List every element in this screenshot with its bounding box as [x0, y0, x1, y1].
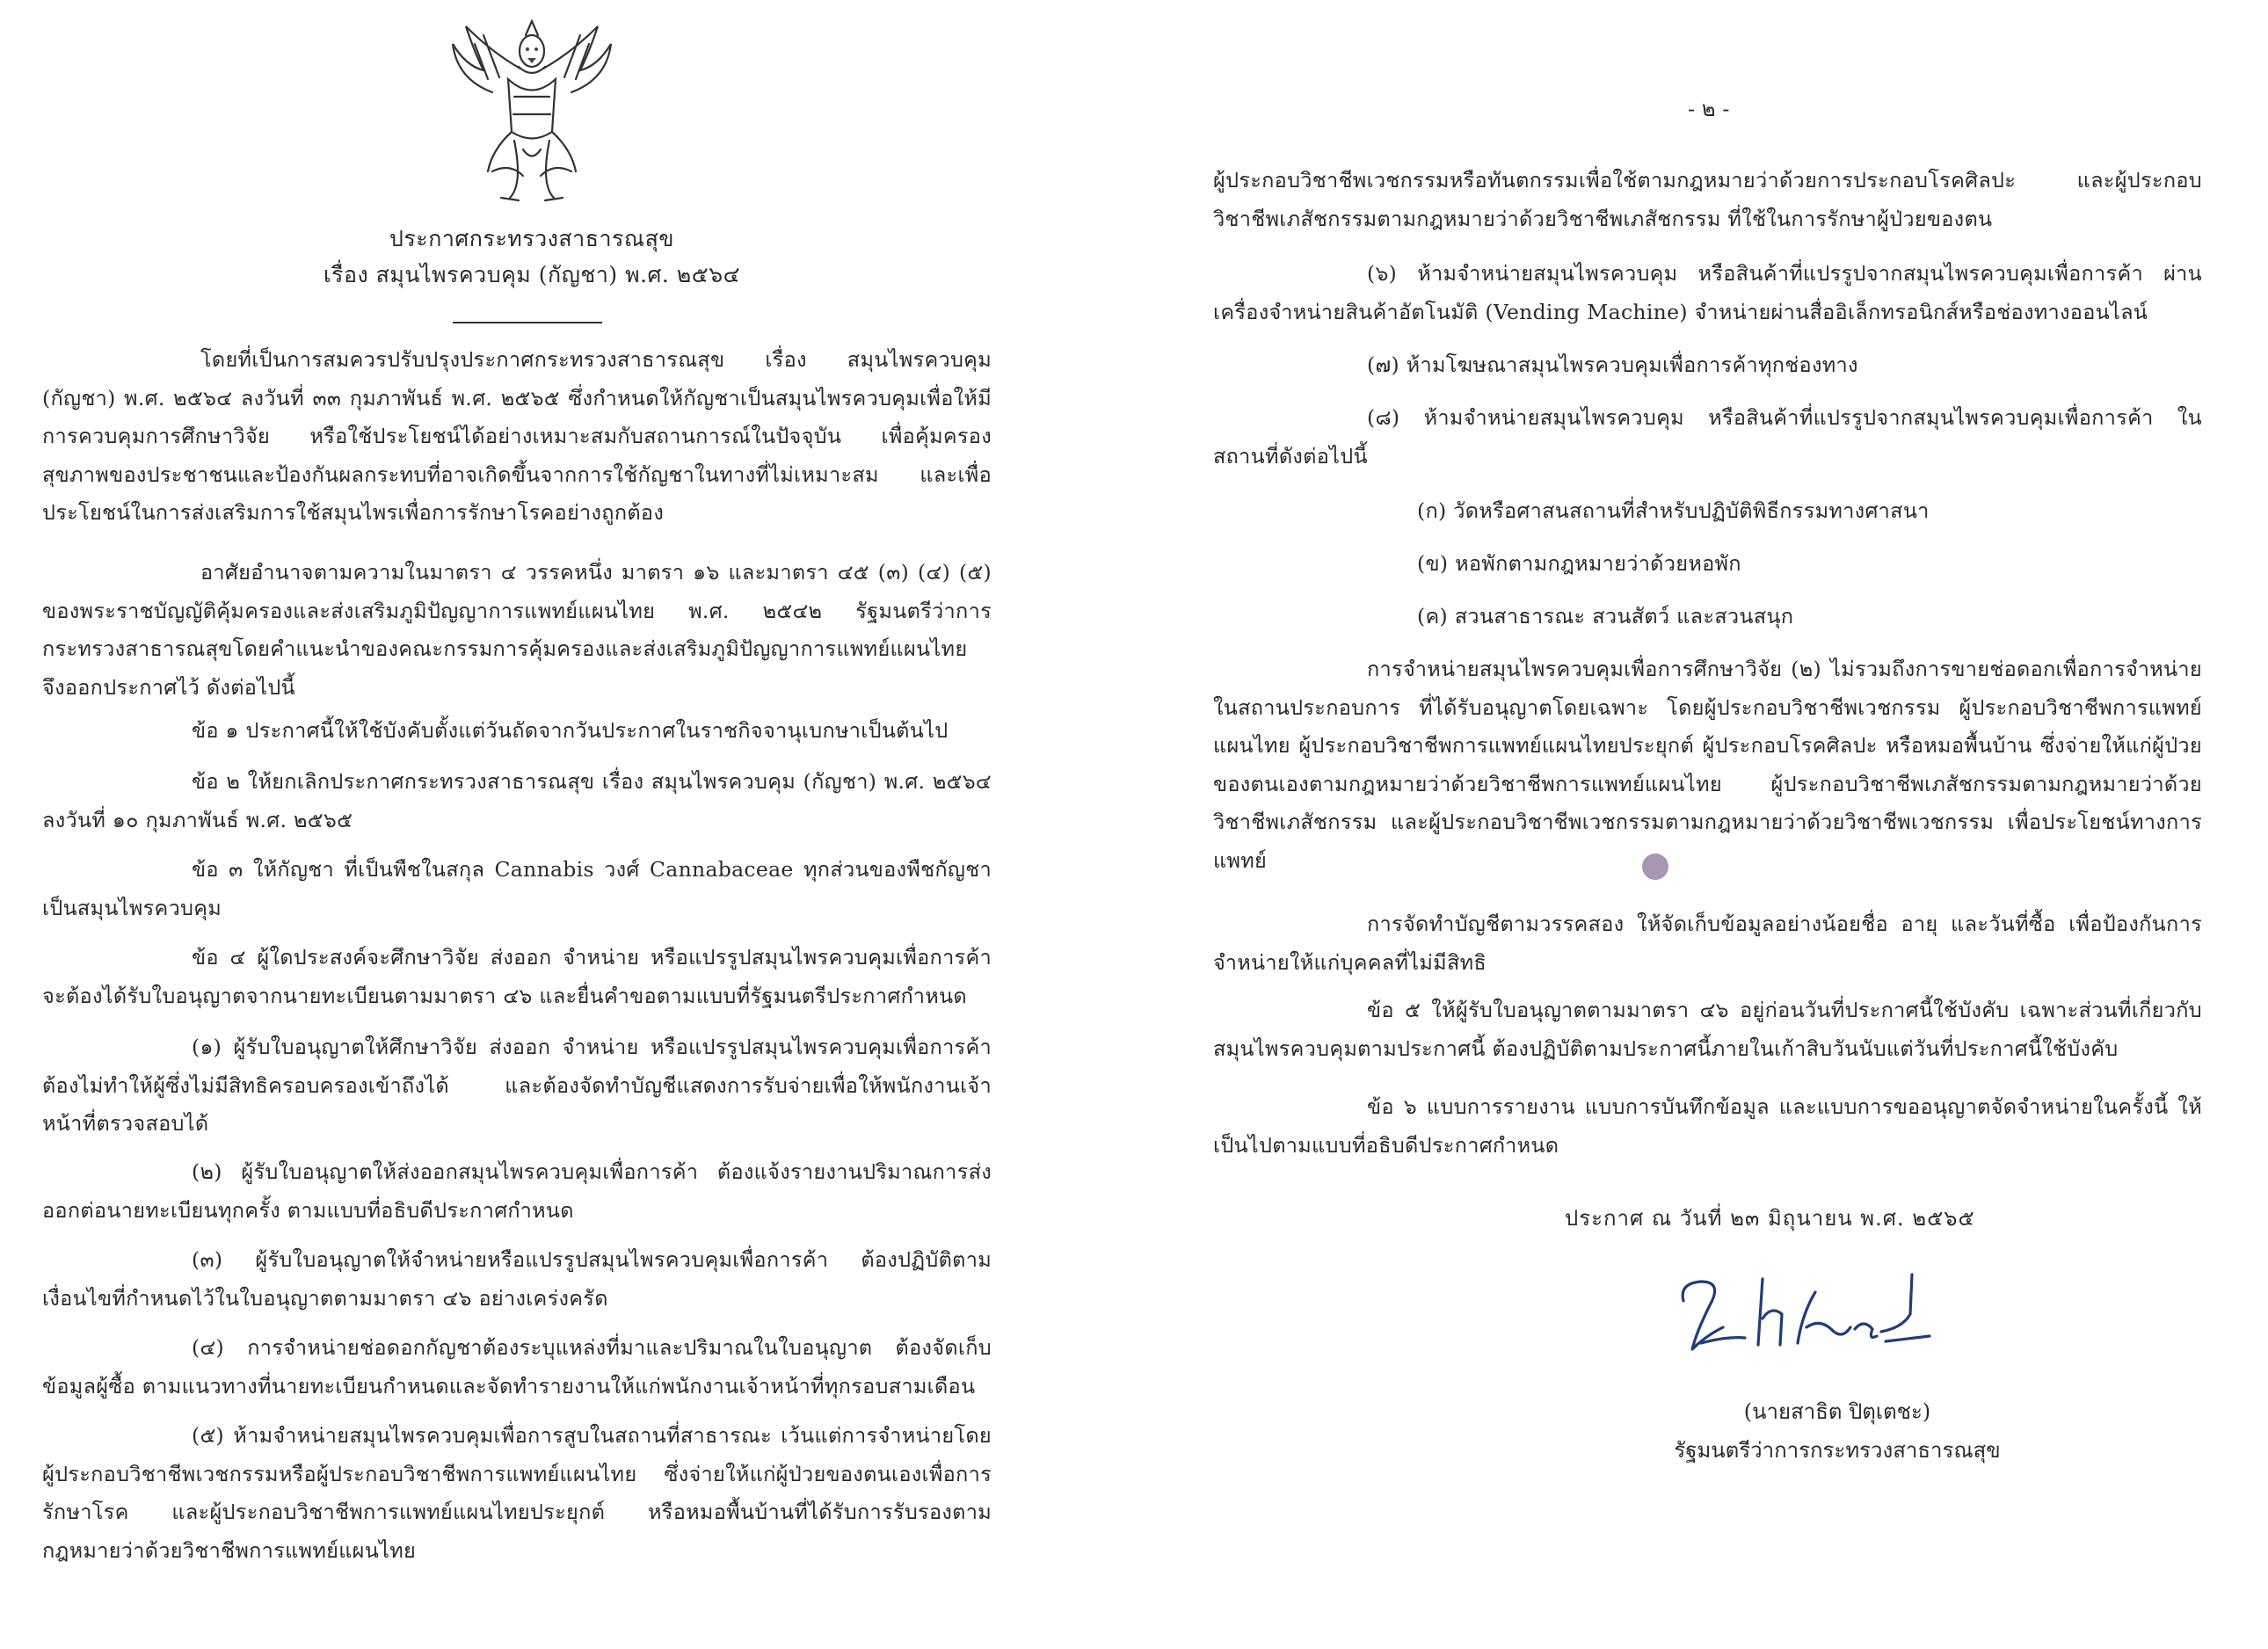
- enabling-paragraph: อาศัยอำนาจตามความในมาตรา ๔ วรรคหนึ่ง มาตรา ๑๖ และมาตรา ๔๕ (๓) (๔) (๕) ของพระราชบัญญัติคุ้มครองและส่งเสริมภูมิปัญญาการแพทย์แผนไทย พ.ศ. ๒๕๔๒ รัฐมนตรีว่าการกระทรวงสาธารณสุขโดยคำแนะนำของคณะกรรมการคุ้มครองและส่งเสริมภูมิปัญญาการแพทย์แผนไทย จึงออกประกาศไว้ ดังต่อไปนี้: [42, 560, 992, 700]
- sub-clause-1: (๑) ผู้รับใบอนุญาตให้ศึกษาวิจัย ส่งออก จำหน่าย หรือแปรรูปสมุนไพรควบคุมเพื่อการค้า ต้องไม่ทำให้ผู้ซึ่งไม่มีสิทธิครอบครองเข้าถึงได้ และต้องจัดทำบัญชีแสดงการรับจ่ายเพื่อให้พนักงานเจ้าหน้าที่ตรวจสอบได้: [42, 1035, 992, 1136]
- preamble-paragraph: โดยที่เป็นการสมควรปรับปรุงประกาศกระทรวงสาธารณสุข เรื่อง สมุนไพรควบคุม (กัญชา) พ.ศ. ๒๕๖๔ ลงวันที่ ๓๓ กุมภาพันธ์ พ.ศ. ๒๕๖๕ ซึ่งกำหนดให้กัญชาเป็นสมุนไพรควบคุมเพื่อให้มีการควบคุมการศึกษาวิจัย หรือใช้ประโยชน์ได้อย่างเหมาะสมกับสถานการณ์ในปัจจุบัน เพื่อคุ้มครองสุขภาพของประชาชนและป้องกันผลกระทบที่อาจเกิดขึ้นจากการใช้กัญชาในทางที่ไม่เหมาะสม และเพื่อประโยชน์ในการส่งเสริมการใช้สมุนไพรเพื่อการรักษาโรคอย่างถูกต้อง: [42, 347, 992, 525]
- sub-item-kho: (ข) หอพักตามกฎหมายว่าด้วยหอพัก: [1417, 551, 1741, 576]
- signer-position: รัฐมนตรีว่าการกระทรวงสาธารณสุข: [1674, 1438, 2001, 1463]
- sub-clause-7: (๗) ห้ามโฆษณาสมุนไพรควบคุมเพื่อการค้าทุกช่องทาง: [1367, 352, 1858, 377]
- issued-date-line: ประกาศ ณ วันที่ ๒๓ มิถุนายน พ.ศ. ๒๕๖๕: [1565, 1206, 1975, 1231]
- sub-clause-5: (๕) ห้ามจำหน่ายสมุนไพรควบคุมเพื่อการสูบในสถานที่สาธารณะ เว้นแต่การจำหน่ายโดยผู้ประกอบวิชาชีพเวชกรรมหรือผู้ประกอบวิชาชีพการแพทย์แผนไทย ซึ่งจ่ายให้แก่ผู้ป่วยของตนเองเพื่อการรักษาโรค และผู้ประกอบวิชาชีพการแพทย์แผนไทยประยุกต์ หรือหมอพื้นบ้านที่ได้รับการรับรองตามกฎหมายว่าด้วยวิชาชีพการแพทย์แผนไทย: [42, 1423, 992, 1563]
- page-number: - ๒ -: [1688, 97, 1730, 121]
- stamp-mark: [1642, 854, 1668, 880]
- clause-6: ข้อ ๖ แบบการรายงาน แบบการบันทึกข้อมูล และแบบการขออนุญาตจัดจำหน่ายในครั้งนี้ ให้เป็นไปตามแบบที่อธิบดีประกาศกำหนด: [1213, 1094, 2202, 1158]
- clause-3: ข้อ ๓ ให้กัญชา ที่เป็นพืชในสกุล Cannabis วงศ์ Cannabaceae ทุกส่วนของพืชกัญชาเป็นสมุนไพรควบคุม: [42, 857, 992, 920]
- sub-item-ka: (ก) วัดหรือศาสนสถานที่สำหรับปฏิบัติพิธีกรรมทางศาสนา: [1417, 498, 1930, 523]
- sub-clause-2: (๒) ผู้รับใบอนุญาตให้ส่งออกสมุนไพรควบคุมเพื่อการค้า ต้องแจ้งรายงานปริมาณการส่งออกต่อนายทะเบียนทุกครั้ง ตามแบบที่อธิบดีประกาศกำหนด: [42, 1159, 992, 1223]
- sub-clause-3: (๓) ผู้รับใบอนุญาตให้จำหน่ายหรือแปรรูปสมุนไพรควบคุมเพื่อการค้า ต้องปฏิบัติตามเงื่อนไขที่กำหนดไว้ในใบอนุญาตตามมาตรา ๔๖ อย่างเคร่งครัด: [42, 1247, 992, 1311]
- sub-item-kho-khon: (ค) สวนสาธารณะ สวนสัตว์ และสวนสนุก: [1417, 604, 1794, 628]
- clause-1: ข้อ ๑ ประกาศนี้ให้ใช้บังคับตั้งแต่วันถัดจากวันประกาศในราชกิจจานุเบกษาเป็นต้นไป: [192, 718, 949, 743]
- sub-clause-4: (๔) การจำหน่ายช่อดอกกัญชาต้องระบุแหล่งที่มาและปริมาณในใบอนุญาต ต้องจัดเก็บข้อมูลผู้ซื้อ ตามแนวทางที่นายทะเบียนกำหนดและจัดทำรายงานให้แก่พนักงานเจ้าหน้าที่ทุกรอบสามเดือน: [42, 1335, 992, 1398]
- document-subject: เรื่อง สมุนไพรควบคุม (กัญชา) พ.ศ. ๒๕๖๔: [323, 262, 740, 287]
- proviso-paragraph: การจัดทำบัญชีตามวรรคสอง ให้จัดเก็บข้อมูลอย่างน้อยชื่อ อายุ และวันที่ซื้อ เพื่อป้องกันการจำหน่ายให้แก่บุคคลที่ไม่มีสิทธิ: [1213, 912, 2202, 975]
- continuation-paragraph: ผู้ประกอบวิชาชีพเวชกรรมหรือทันตกรรมเพื่อใช้ตามกฎหมายว่าด้วยการประกอบโรคศิลปะ และผู้ประกอบวิชาชีพเภสัชกรรมตามกฎหมายว่าด้วยวิชาชีพเภสัชกรรม ที่ใช้ในการรักษาผู้ป่วยของตน: [1213, 168, 2202, 231]
- clause-5: ข้อ ๕ ให้ผู้รับใบอนุญาตตามมาตรา ๔๖ อยู่ก่อนวันที่ประกาศนี้ใช้บังคับ เฉพาะส่วนที่เกี่ยวกับสมุนไพรควบคุมตามประกาศนี้ ต้องปฏิบัติตามประกาศนี้ภายในเก้าสิบวันนับแต่วันที่ประกาศนี้ใช้บังคับ: [1213, 998, 2202, 1061]
- exception-paragraph: การจำหน่ายสมุนไพรควบคุมเพื่อการศึกษาวิจัย (๒) ไม่รวมถึงการขายช่อดอกเพื่อการจำหน่ายในสถานประกอบการ ที่ได้รับอนุญาตโดยเฉพาะ โดยผู้ประกอบวิชาชีพเวชกรรม ผู้ประกอบวิชาชีพการแพทย์แผนไทย ผู้ประกอบวิชาชีพการแพทย์แผนไทยประยุกต์ ผู้ประกอบโรคศิลปะ หรือหมอพื้นบ้าน ซึ่งจ่ายให้แก่ผู้ป่วยของตนเองตามกฎหมายว่าด้วยวิชาชีพการแพทย์แผนไทย ผู้ประกอบวิชาชีพเภสัชกรรมตามกฎหมายว่าด้วยวิชาชีพเภสัชกรรม และผู้ประกอบวิชาชีพเวชกรรมตามกฎหมายว่าด้วยวิชาชีพเวชกรรม เพื่อประโยชน์ทางการแพทย์: [1213, 657, 2202, 873]
- document-title: ประกาศกระทรวงสาธารณสุข: [389, 226, 674, 251]
- clause-4: ข้อ ๔ ผู้ใดประสงค์จะศึกษาวิจัย ส่งออก จำหน่าย หรือแปรรูปสมุนไพรควบคุมเพื่อการค้า จะต้องได้รับใบอนุญาตจากนายทะเบียนตามมาตรา ๔๖ และยื่นคำขอตามแบบที่รัฐมนตรีประกาศกำหนด: [42, 945, 992, 1008]
- title-divider: [453, 322, 602, 323]
- garuda-emblem-icon: [440, 18, 624, 207]
- sub-clause-6: (๖) ห้ามจำหน่ายสมุนไพรควบคุม หรือสินค้าที่แปรรูปจากสมุนไพรควบคุมเพื่อการค้า ผ่านเครื่องจำหน่ายสินค้าอัตโนมัติ (Vending Machine) จำหน่ายผ่านสื่ออิเล็กทรอนิกส์หรือช่องทางออนไลน์: [1213, 261, 2202, 324]
- sub-clause-8: (๘) ห้ามจำหน่ายสมุนไพรควบคุม หรือสินค้าที่แปรรูปจากสมุนไพรควบคุมเพื่อการค้า ในสถานที่ดังต่อไปนี้: [1213, 405, 2202, 469]
- signer-name: (นายสาธิต ปิตุเตชะ): [1743, 1399, 1931, 1424]
- signature-icon: [1675, 1266, 1938, 1362]
- clause-2: ข้อ ๒ ให้ยกเลิกประกาศกระทรวงสาธารณสุข เรื่อง สมุนไพรควบคุม (กัญชา) พ.ศ. ๒๕๖๔ ลงวันที่ ๑๐ กุมภาพันธ์ พ.ศ. ๒๕๖๕: [42, 769, 992, 832]
